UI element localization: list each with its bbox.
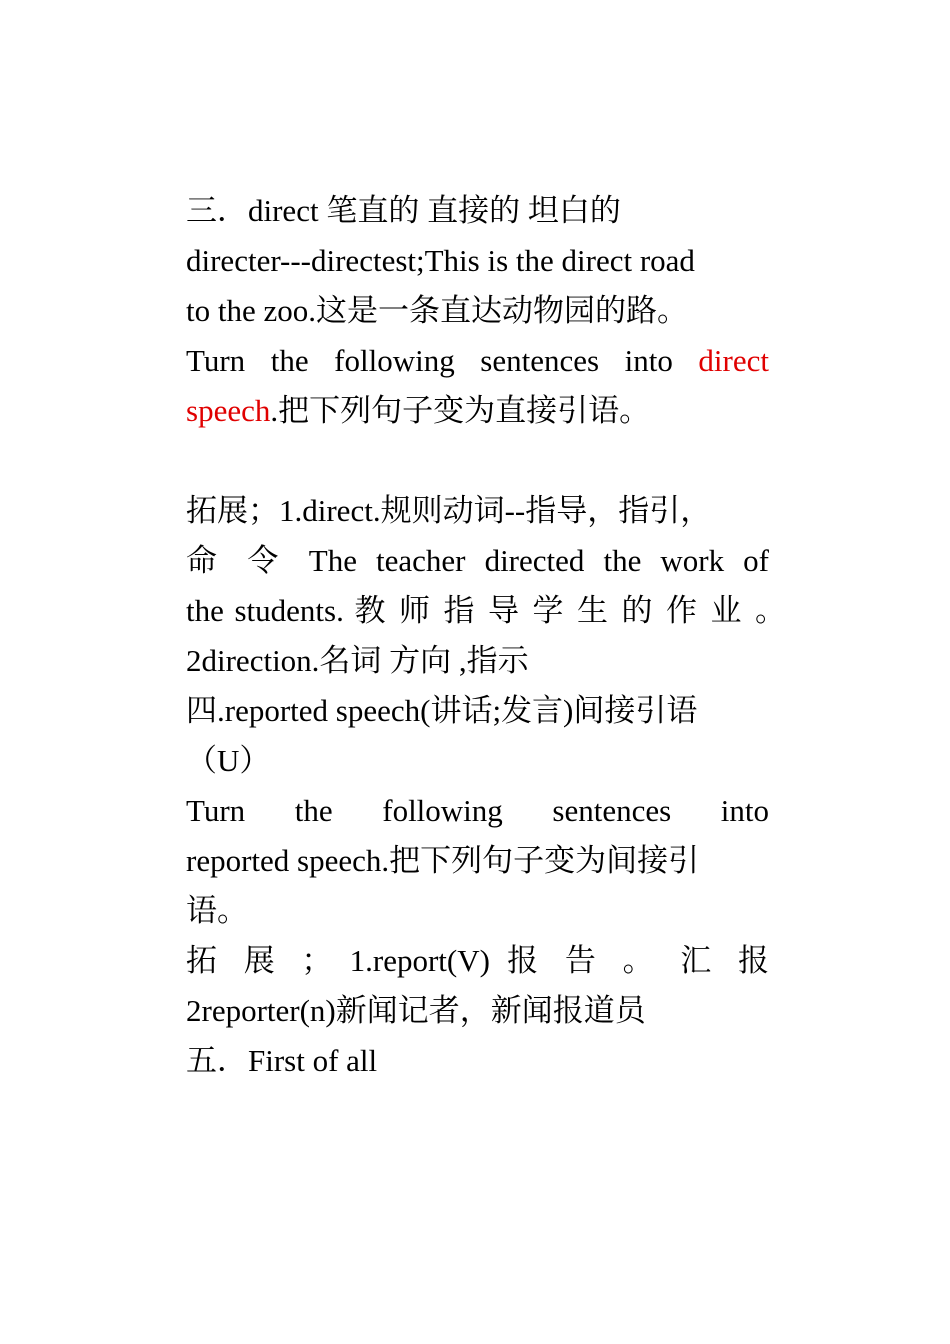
highlight-direct: direct — [698, 343, 769, 378]
comparative-forms: directer---directest;This is the direct road — [186, 243, 695, 278]
expansion-one-line4: 2direction.名词 方向 ,指示 — [186, 643, 529, 678]
section-three-heading: 三．direct 笔直的 直接的 坦白的 — [186, 193, 621, 228]
expansion-one-line3: the students. 教 师 指 导 学 生 的 作 业 。 — [186, 593, 786, 628]
expansion-one-line2: 命 令 The teacher directed the work of — [186, 543, 769, 578]
expansion-two-line2: 2reporter(n)新闻记者，新闻报道员 — [186, 993, 646, 1028]
section-four-heading: 四.reported speech(讲话;发言)间接引语 — [186, 693, 698, 728]
section-four-note: （U） — [186, 743, 271, 778]
instruction-translation: .把下列句子变为直接引语。 — [270, 393, 651, 428]
document-body — [186, 186, 786, 1086]
instruction-reported-line1: Turn the following sentences into — [186, 793, 769, 828]
expansion-one-line1: 拓展；1.direct.规则动词--指导，指引， — [186, 493, 712, 528]
highlight-speech: speech — [186, 393, 271, 428]
expansion-two-line1: 拓 展 ； 1.report(V) 报 告 。 汇 报 — [186, 943, 769, 978]
instruction-text: Turn the following sentences into — [186, 343, 699, 378]
instruction-reported-line3: 语。 — [186, 893, 248, 928]
instruction-direct-line2 — [186, 386, 769, 436]
example-sentence: to the zoo.这是一条直达动物园的路。 — [186, 293, 688, 328]
instruction-direct-line1 — [186, 336, 769, 386]
blank-line — [186, 436, 769, 486]
section-five-heading: 五．First of all — [186, 1043, 378, 1078]
instruction-reported-line2: reported speech.把下列句子变为间接引 — [186, 843, 700, 878]
